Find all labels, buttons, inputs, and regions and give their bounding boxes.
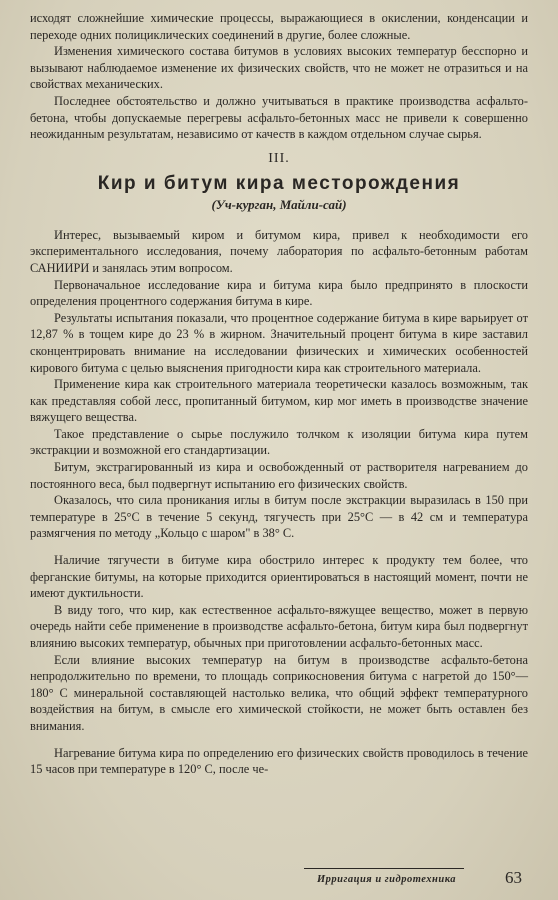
paragraph: Первоначальное исследование кира и битума кира было предпринято в плоскости определения процентного содержания битума в кире. xyxy=(30,277,528,309)
page-number: 63 xyxy=(505,868,522,887)
paragraph: Последнее обстоятельство и должно учитываться в практике производства асфальто-бетона, чтобы допускаемые перегревы асфальто-бетонных масс не привели к совершенно неожиданным результатам, независимо от качеств в каждом отдельном случае сырья. xyxy=(30,93,528,142)
paragraph: Применение кира как строительного материала теоретически казалось возможным, так как представляя собой лесс, пропитанный битумом, кир мог иметь в производстве значение вяжущего вещества. xyxy=(30,377,528,425)
section-subtitle: (Уч-курган, Майли-сай) xyxy=(211,196,347,212)
paragraph: Такое представление о сырье послужило толчком к изоляции битума кира путем экстракции и возможной его стандартизации. xyxy=(30,426,528,458)
paragraph: Оказалось, что сила проникания иглы в битум после экстракции выразилась в 150 при температуре в 25°С в течение 5 секунд, тягучесть при 25°С — в 42 см и температура размягчения по методу „Кольцо с шаром" в 38° С. xyxy=(30,493,528,541)
footer-rule xyxy=(304,868,464,869)
paragraph: исходят сложнейшие химические процессы, выражающиеся в окислении, конденсации и переходе одних полициклических соединений в другие, более сложные. xyxy=(30,11,528,42)
section-title: Кир и битум кира месторождения xyxy=(97,172,461,194)
paragraph: Если влияние высоких температур на битум в производстве асфальто-бетона непродолжительно по времени, то площадь соприкосновения битума с нагретой до 150°—180° С минеральной составляющей настолько велика, что общий эффект температурного воздействия на битум, в смысле его химической стойкости, не может быть оставлен без внимания. xyxy=(30,652,528,733)
paragraph: Результаты испытания показали, что процентное содержание битума в кире варьирует от 12,87 % в тощем кире до 23 % в жирном. Значительный процент битума в кире заставил сконцентрировать внимание на исследовании физических и химических особенностей кирового битума с целью выяснения пригодности кира как строительного материала. xyxy=(30,310,528,375)
journal-name: Ирригация и гидротехника xyxy=(316,874,456,885)
paragraph-gap xyxy=(30,542,528,552)
paragraph: В виду того, что кир, как естественное асфальто-вяжущее вещество, может в первую очередь найти себе применение в производстве асфальто-бетона, битум кира был подвергнут влиянию высоких температур, обычных при приготовлении асфальто-бетонных масс. xyxy=(30,602,528,650)
page-footer xyxy=(30,866,528,890)
paragraph: Изменения химического состава битумов в условиях высоких температур бесспорно и вызывают наблюдаемое изменение их физических свойств, что не может не отразиться и на свойствах механических. xyxy=(30,44,528,92)
paragraph-gap xyxy=(30,735,528,745)
section-number: III. xyxy=(268,150,290,166)
paragraph: Интерес, вызываемый киром и битумом кира, привел к необходимости его экспериментального исследования, почему лаборатория по асфальто-бетонным работам САНИИРИ и занялась этим вопросом. xyxy=(30,227,528,275)
body-top xyxy=(30,10,528,143)
paragraph: Битум, экстрагированный из кира и освобожденный от растворителя нагреванием до постоянного веса, был подвергнут испытанию его физических свойств. xyxy=(30,460,528,491)
body-main xyxy=(30,227,528,778)
paragraph: Наличие тягучести в битуме кира обострило интерес к продукту тем более, что ферганские битумы, на которые приходится ориентироваться в настоящий момент, почти не имеют дуктильности. xyxy=(30,553,528,601)
paragraph: Нагревание битума кира по определению его физических свойств проводилось в течение 15 часов при температуре в 120° С, после че- xyxy=(30,745,528,777)
